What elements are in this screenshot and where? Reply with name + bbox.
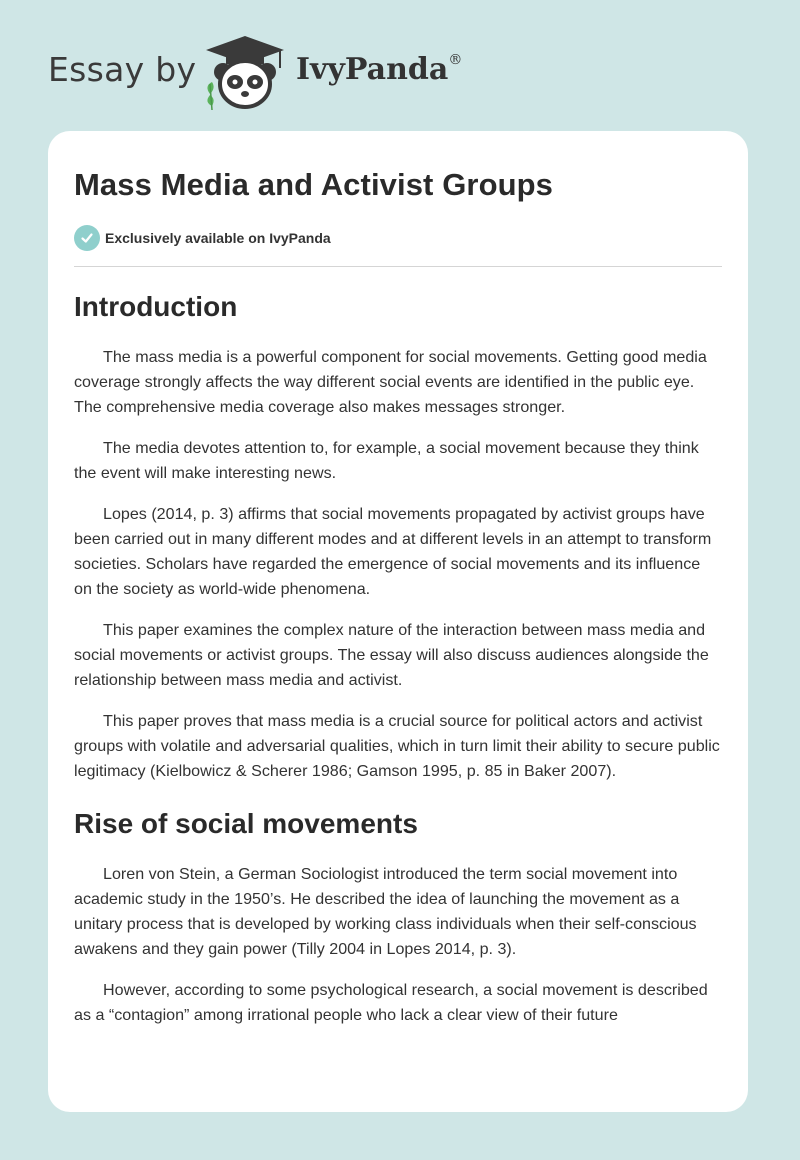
page-title: Mass Media and Activist Groups [74,167,554,202]
paragraph: Lopes (2014, p. 3) affirms that social movements propagated by activist groups have been carried out in many different modes and at different levels in an attempt to transform societies. Scholars have regarded the emergence of social movements and its influence on the society as world-wide phenomena. [74,505,712,598]
essay-by-label: Essay by [48,50,197,89]
paragraph: The media devotes attention to, for example, a social movement because they think the event will make interesting news. [74,439,699,482]
paragraph: The mass media is a powerful component for social movements. Getting good media coverage strongly affects the way different social events are identified in the public eye. The comprehensive media coverage also makes messages stronger. [74,348,707,416]
divider [74,266,722,267]
registered-mark: ® [448,52,463,68]
paragraph: This paper examines the complex nature of the interaction between mass media and social movements or activist groups. The essay will also discuss audiences alongside the relationship between mass media and activist. [74,621,709,689]
article-card [48,131,748,1112]
panda-logo-icon[interactable] [200,32,290,112]
check-icon [74,225,100,251]
section-heading: Rise of social movements [74,808,418,839]
exclusive-badge [74,225,722,251]
paragraph: Loren von Stein, a German Sociologist introduced the term social movement into academic study in the 1950’s. He described the idea of launching the movement as a unitary process that is developed by working class individuals when their self-conscious awakens and they gain power (Tilly 2004 in Lopes 2014, p. 3). [74,865,697,958]
site-header [48,32,548,112]
brand-text: IvyPanda [296,52,449,87]
section-heading: Introduction [74,291,238,322]
paragraph: This paper proves that mass media is a crucial source for political actors and activist groups with volatile and adversarial qualities, which in turn limit their ability to secure public legitimacy (Kielbowicz & Scherer 1986; Gamson 1995, p. 85 in Baker 2007). [74,712,720,780]
exclusive-label: Exclusively available on IvyPanda [105,230,331,246]
paragraph: However, according to some psychological research, a social movement is described as a “contagion” among irrational people who lack a clear view of their future [74,981,708,1024]
brand-name[interactable] [296,52,462,87]
